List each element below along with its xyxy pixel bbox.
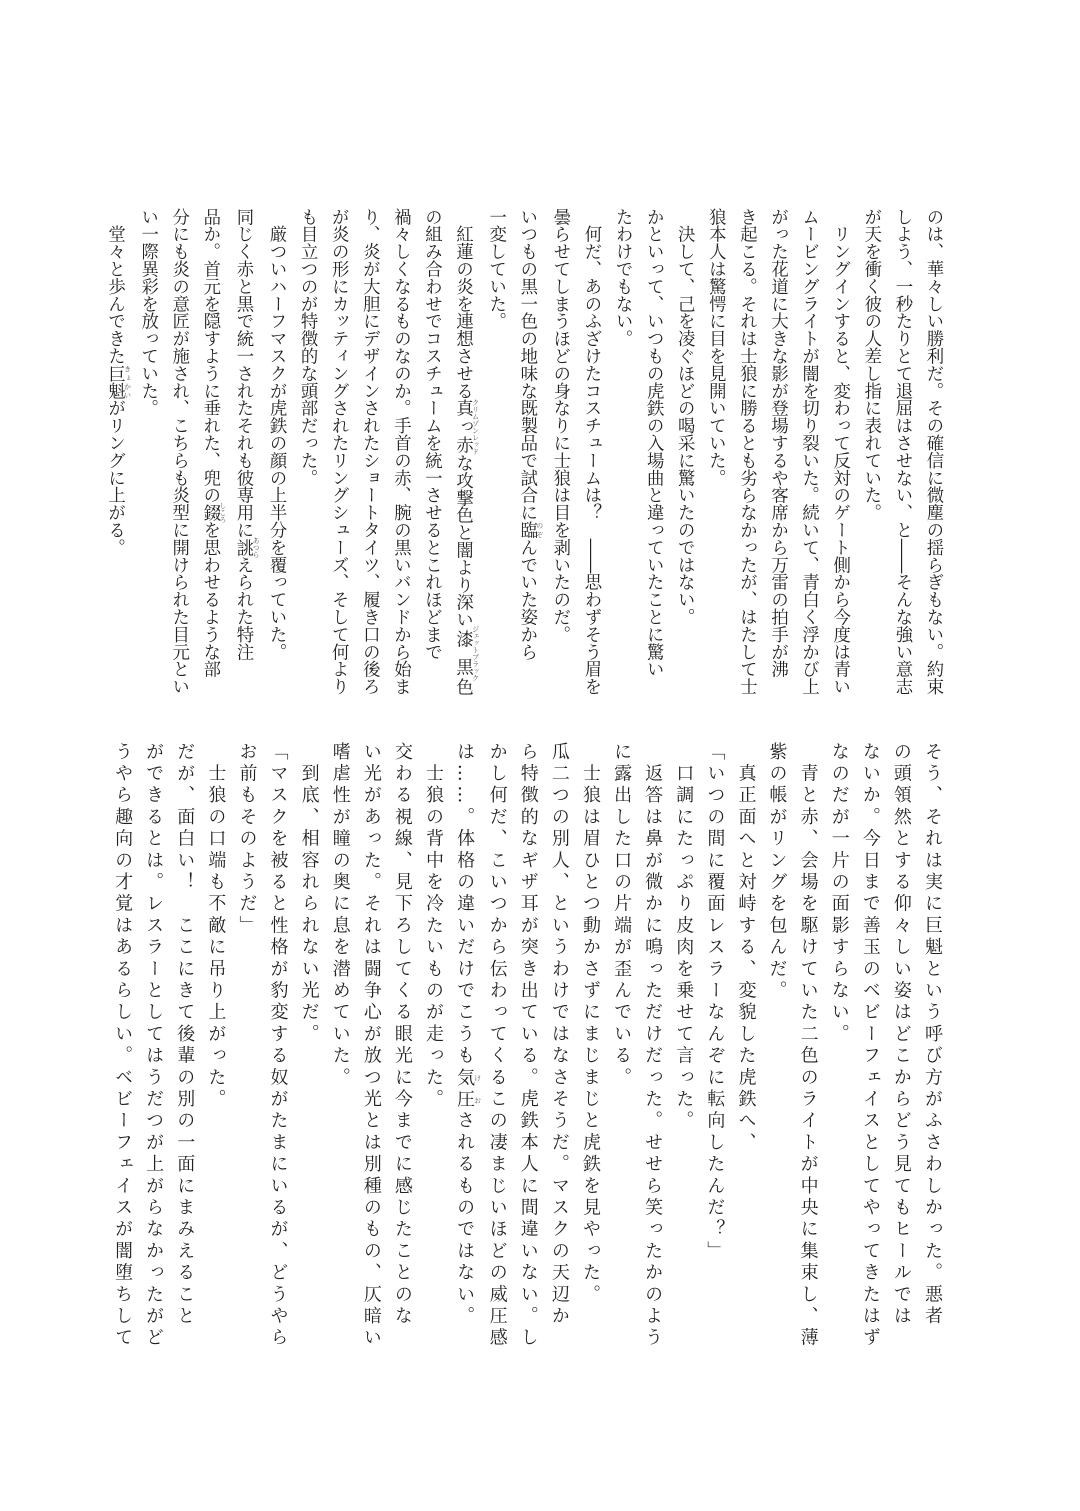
text-line: 返答は鼻が微かに鳴っただけだった。せせら笑ったかのよう — [642, 742, 664, 1350]
text-line: しよう、一秒たりとて退屈はさせない、と――そんな強い意志 — [891, 208, 912, 696]
text-segment: 品か。首元を隠すように垂れた、兜の — [199, 208, 220, 504]
text-line: 到底、相容れられない光だ。 — [298, 742, 320, 1046]
text-segment: を思わせるような部 — [199, 521, 220, 678]
text-segment: えられた特注 — [232, 556, 253, 661]
ruby-annotation: 気圧けお — [454, 1067, 482, 1111]
text-line: たわけでもない。 — [612, 208, 633, 348]
text-segment: 紅蓮の炎を連想させる — [452, 208, 473, 400]
text-block-bottom — [100, 742, 948, 1350]
text-line: の頭領然とする仰々しい姿はどこからどう見てもヒールでは — [890, 742, 912, 1328]
text-segment: んでいた姿から — [516, 538, 537, 661]
text-line: 青と赤、会場を駆けていた二色のライトが中央に集束し、薄 — [797, 742, 819, 1350]
text-line — [98, 208, 131, 708]
text-line: だが、面白い！ ここにきて後輩の別の一面にまみえること — [174, 742, 196, 1328]
text-line: が炎の形にカッティングされたリングシューズ、そして何より — [328, 208, 349, 696]
text-line: 口調にたっぷり皮肉を乗せて言った。 — [673, 742, 695, 1133]
text-segment: 堂々と歩んできた — [104, 208, 125, 365]
ruby-annotation: 漆黒 ジェットブラック — [452, 625, 480, 682]
text-line: 曇らせてしまうほどの身なりに士狼は目を剥いたのだ。 — [549, 208, 570, 643]
ruby-annotation: 臨 のぞ — [516, 521, 544, 539]
ruby-annotation: 錣 しころ — [199, 502, 227, 524]
text-line: かし何だ、こいつから伝わってくるこの凄まじいほどの威圧感 — [486, 742, 508, 1350]
text-line: がった花道に大きな影が登場するや客席から万雷の拍手が沸 — [767, 208, 788, 678]
text-line: ができるとは。レスラーとしてはうだつが上がらなかったがど — [143, 742, 165, 1350]
text-segment: な攻撃色と闇より深い — [452, 454, 473, 629]
text-line: ムービングライトが闇を切り裂いた。続いて、青白く浮かび上 — [798, 208, 819, 696]
text-line: ないか。今日まで善玉のベビーフェイスとしてやってきたはず — [859, 742, 881, 1350]
text-line: 士狼は眉ひとつ動かさずにまじまじと虎鉄を見やった。 — [579, 742, 601, 1307]
text-line — [511, 208, 544, 708]
text-line: 紫の帳がリングを包んだ。 — [766, 742, 788, 1003]
text-line: も目立つのが特徴的な頭部だった。 — [297, 208, 318, 487]
text-segment: は……。体格の違いだけでこうも — [454, 742, 476, 1068]
text-line: 狼本人は驚愕に目を見開いていた。 — [705, 208, 726, 487]
text-line: 何だ、あのふざけたコスチュームは？ ――思わずそう眉を — [580, 208, 601, 696]
text-line: い光があった。それは闘争心が放つ光とは別種のもの、仄暗い — [360, 742, 382, 1350]
text-line: に露出した口の片端が歪んでいる。 — [611, 742, 633, 1090]
text-segment: されるものではない。 — [454, 1110, 476, 1328]
text-line — [227, 208, 260, 708]
text-line: なのだが一片の面影すらない。 — [828, 742, 850, 1046]
text-line: 「マスクを被ると性格が豹変する奴がたまにいるが、どうやら — [267, 742, 289, 1350]
text-line: 士狼の口端も不敵に吊り上がった。 — [205, 742, 227, 1111]
text-line — [449, 742, 482, 1342]
ruby-annotation: 誂 あつら — [232, 536, 260, 558]
text-segment: いつもの黒一色の地味な既製品で試合に — [516, 208, 537, 522]
text-line — [447, 208, 480, 708]
text-line: 決して、己を凌ぐほどの喝采に驚いたのではない。 — [674, 208, 695, 626]
text-line: 一変していた。 — [485, 208, 506, 330]
text-line: の組み合わせでコスチュームを統一させるとこれほどまで — [421, 208, 442, 661]
text-block-top — [100, 208, 948, 708]
text-line: そう、それは実に巨魁という呼び方がふさわしかった。悪者 — [922, 742, 943, 1328]
text-segment: 色 — [452, 678, 473, 696]
ruby-annotation: 真っ赤 クリムゾンレッド — [452, 398, 480, 455]
text-segment: がリングに上がる。 — [104, 399, 125, 557]
text-line: のは、華々しい勝利だ。その確信に微塵の揺らぎもない。約束 — [923, 208, 943, 696]
text-line: 瓜二つの別人、というわけではなさそうだ。マスクの天辺か — [548, 742, 570, 1328]
text-line: 嗜虐性が瞳の奥に息を潜めていた。 — [329, 742, 351, 1090]
text-line: 真正面へと対峙する、変貌した虎鉄へ、 — [735, 742, 757, 1155]
text-line: 厳ついハーフマスクが虎鉄の顔の上半分を覆っていた。 — [266, 208, 287, 661]
text-line: かといって、いつもの虎鉄の入場曲と違っていたことに驚い — [643, 208, 664, 678]
text-line: お前もそのようだ」 — [236, 742, 258, 938]
text-line: 禍々しくなるものなのか。手首の赤、腕の黒いバンドから始ま — [390, 208, 411, 696]
text-line: リングインすると、変わって反対のゲート側から今度は青い — [829, 208, 850, 696]
text-line: 士狼の背中を冷たいものが走った。 — [423, 742, 444, 1111]
text-line: り、炎が大胆にデザインされたショートタイツ、履き口の後ろ — [359, 208, 380, 696]
ruby-annotation: 巨魁 きょかい — [104, 364, 132, 400]
text-line: うやら趣向の才覚はあるらしい。ベビーフェイスが闇堕ちして — [112, 742, 134, 1350]
text-line — [194, 208, 227, 708]
text-line: 分にも炎の意匠が施され、こちらも炎型に開けられた目元とい — [168, 208, 189, 696]
text-line: 「いつの間に覆面レスラーなんぞに転向したんだ？」 — [704, 742, 726, 1263]
text-line: ら特徴的なギザ耳が突き出ている。虎鉄本人に間違いない。し — [517, 742, 539, 1350]
text-line: 交わる視線、見下ろしてくる眼光に今までに感じたことのな — [391, 742, 413, 1328]
text-line: き起こる。それは士狼に勝るとも劣らなかったが、はたして士 — [736, 208, 757, 696]
text-segment: 同じく赤と黒で統一されたそれも彼専用に — [232, 208, 253, 539]
text-line: が天を衝く彼の人差し指に表れていた。 — [860, 208, 881, 522]
text-line: い一際異彩を放っていた。 — [137, 208, 158, 417]
